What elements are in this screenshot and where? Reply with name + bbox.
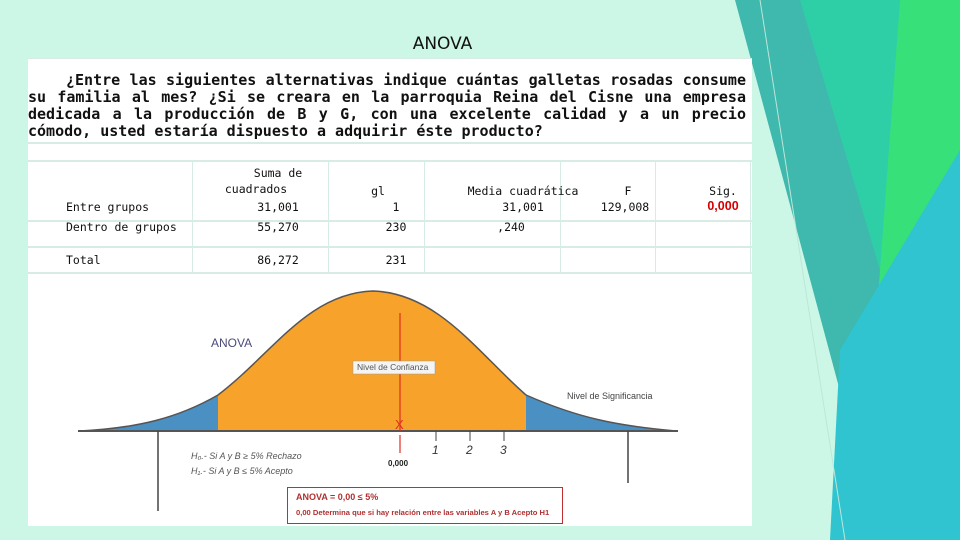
slide-title: ANOVA — [412, 34, 473, 54]
anova-result-box — [287, 487, 563, 524]
cell-media: ,240 — [497, 220, 525, 234]
zero-value-label: 0,000 — [388, 459, 409, 468]
tick-label-3: 3 — [500, 443, 507, 457]
header-gl: gl — [371, 184, 385, 198]
tick-label-1: 1 — [432, 443, 439, 457]
tick-label-2: 2 — [466, 443, 473, 457]
left-significance-tail — [80, 395, 218, 431]
table-gridline — [28, 246, 752, 248]
header-media-cuadratica: Media cuadrática — [467, 184, 579, 198]
cell-f: 129,008 — [600, 200, 650, 214]
header-sig: Sig. — [709, 184, 737, 198]
cell-media: 31,001 — [502, 200, 544, 214]
header-suma-line1: Suma de — [253, 166, 303, 180]
cell-suma: 86,272 — [257, 253, 299, 267]
table-gridline — [655, 162, 656, 272]
cell-sig: 0,000 — [707, 199, 739, 213]
hypothesis-h0: H₀.- Si A y B ≥ 5% Rechazo — [191, 451, 302, 461]
table-gridline — [28, 272, 752, 274]
hypothesis-h1: H₁.- Si A y B ≤ 5% Acepto — [191, 466, 293, 476]
header-f: F — [624, 184, 632, 198]
row-label-dentro-de-grupos: Dentro de grupos — [66, 220, 177, 234]
cell-suma: 31,001 — [257, 200, 299, 214]
significance-label: Nivel de Significancia — [567, 391, 653, 401]
confidence-label: Nivel de Confianza — [357, 362, 429, 372]
table-gridline — [328, 162, 329, 272]
cell-gl: 231 — [385, 253, 407, 267]
cell-gl: 230 — [385, 220, 407, 234]
table-gridline — [560, 162, 561, 272]
row-label-entre-grupos: Entre grupos — [66, 200, 150, 214]
table-gridline — [28, 160, 752, 162]
cell-gl: 1 — [392, 200, 400, 214]
anova-result-line1: ANOVA = 0,00 ≤ 5% — [296, 492, 379, 502]
anova-diagram-label: ANOVA — [211, 336, 253, 350]
x-marker-label: X — [395, 417, 404, 432]
survey-question-text: ¿Entre las siguientes alternativas indique cuántas galletas rosadas consume su familia al mes? ¿Si se creara en la parroquia Reina del Cisne una empresa dedicada a la producción de B y G, con una excelente calidad y a un precio cómodo, usted estaría dispuesto a adquirir éste producto? — [28, 71, 746, 140]
table-gridline — [28, 58, 752, 59]
header-suma-line2: cuadrados — [224, 182, 288, 196]
anova-result-line2: 0,00 Determina que si hay relación entre las variables A y B Acepto H1 — [296, 508, 550, 517]
table-gridline — [750, 162, 751, 272]
row-label-total: Total — [66, 253, 101, 267]
cell-suma: 55,270 — [257, 220, 299, 234]
table-gridline — [28, 142, 752, 144]
